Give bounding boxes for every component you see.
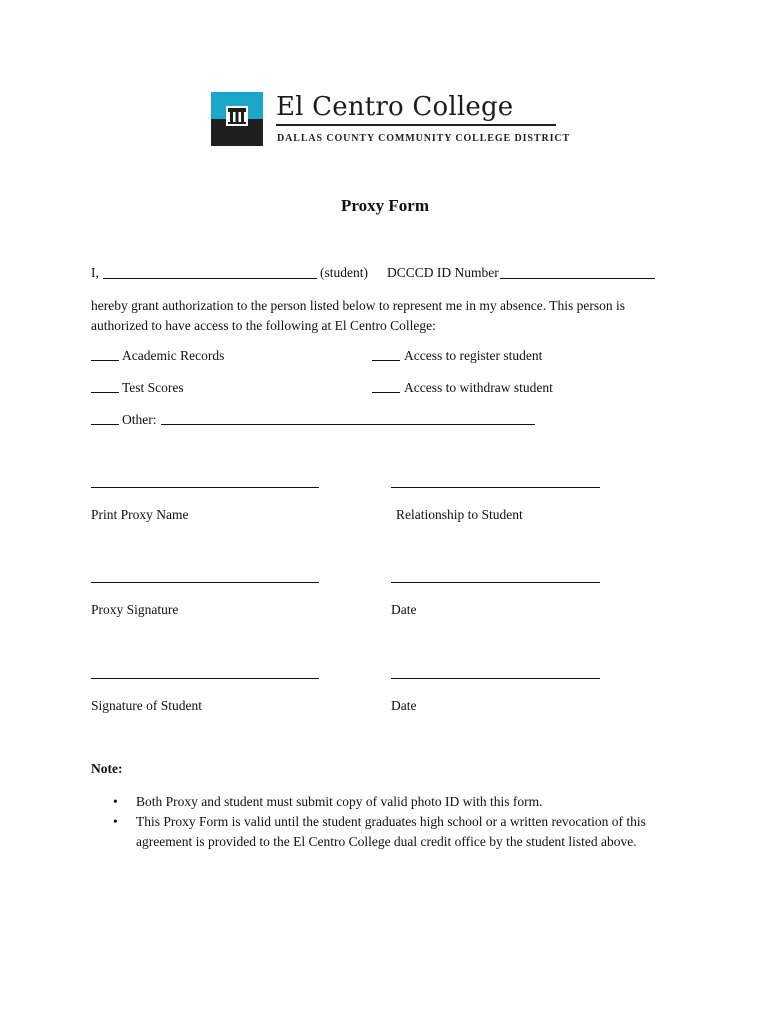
withdraw-student-label: Access to withdraw student [404,380,553,395]
student-signature-label: Signature of Student [91,698,202,713]
note-text: This Proxy Form is valid until the student graduates high school or a written revocation of this agreement is provided to the El Centro College dual credit office by the student listed above. [136,814,646,849]
district-name: DALLAS COUNTY COMMUNITY COLLEGE DISTRICT [277,133,571,144]
student-label: (student) [320,265,368,280]
relationship-field[interactable] [391,487,600,488]
college-emblem-icon [211,92,263,146]
student-prefix: I, [91,265,99,280]
other-checkbox[interactable] [91,424,119,425]
print-proxy-name-label: Print Proxy Name [91,507,189,522]
test-scores-checkbox[interactable] [91,392,119,393]
list-item [91,792,681,812]
other-label: Other: [122,412,157,427]
proxy-date-field[interactable] [391,582,600,583]
bullet-icon: • [113,814,118,829]
proxy-signature-field[interactable] [91,582,319,583]
college-name: El Centro College [276,92,514,122]
test-scores-label: Test Scores [122,380,184,395]
proxy-signature-label: Proxy Signature [91,602,179,617]
note-text: Both Proxy and student must submit copy of valid photo ID with this form. [136,794,543,809]
student-date-field[interactable] [391,678,600,679]
other-field[interactable] [161,424,535,425]
authorization-text: hereby grant authorization to the person listed below to represent me in my absence. This person is authorized to have access to the following at El Centro College: [91,298,625,333]
proxy-date-label: Date [391,602,417,617]
logo-divider [276,124,556,126]
note-list [91,792,681,852]
relationship-label: Relationship to Student [396,507,523,522]
dcccd-id-label: DCCCD ID Number [387,265,499,280]
dcccd-id-field[interactable] [500,278,655,279]
register-student-label: Access to register student [404,348,543,363]
academic-records-checkbox[interactable] [91,360,119,361]
student-name-field[interactable] [103,278,317,279]
note-heading: Note: [91,761,123,776]
student-date-label: Date [391,698,417,713]
list-item [91,812,681,852]
register-student-checkbox[interactable] [372,360,400,361]
print-proxy-name-field[interactable] [91,487,319,488]
page-title: Proxy Form [341,196,429,215]
withdraw-student-checkbox[interactable] [372,392,400,393]
academic-records-label: Academic Records [122,348,225,363]
student-signature-field[interactable] [91,678,319,679]
bullet-icon: • [113,794,118,809]
